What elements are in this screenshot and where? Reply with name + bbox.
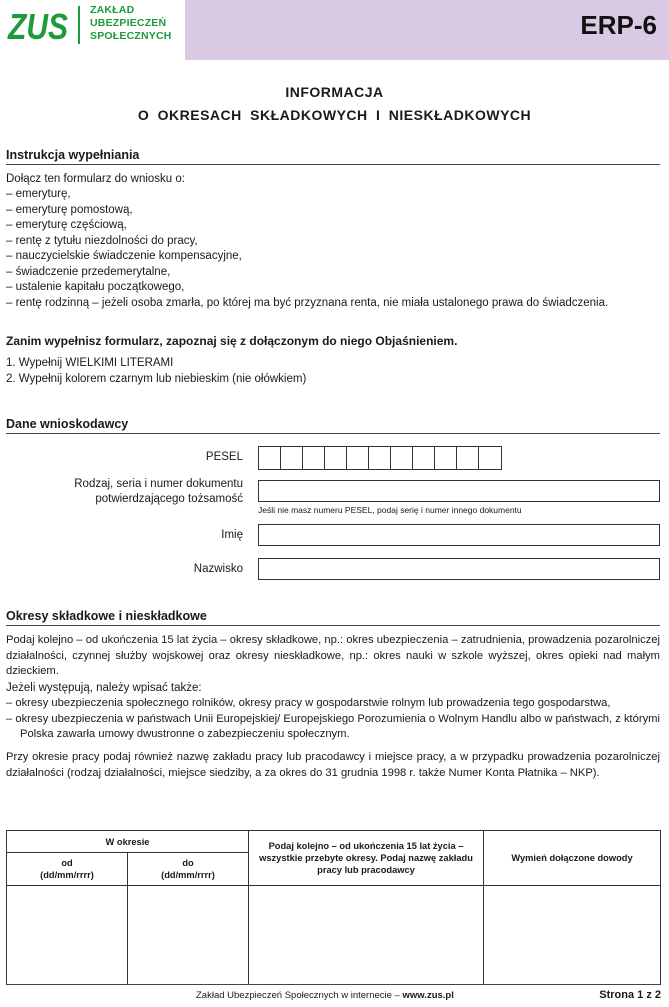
list-item: – świadczenie przedemerytalne, <box>6 265 660 281</box>
to-date-header <box>128 853 249 886</box>
list-item: – emeryturę częściową, <box>6 218 660 234</box>
form-code: ERP-6 <box>580 10 657 40</box>
pesel-digit-cell[interactable] <box>391 447 413 469</box>
list-item: – nauczycielskie świadczenie kompensacyjne, <box>6 249 660 265</box>
form-title-line-2: O OKRESACH SKŁADKOWYCH I NIESKŁADKOWYCH <box>137 107 532 123</box>
instructions-note: Zanim wypełnisz formularz, zapoznaj się z dołączonym do niego Objaśnieniem. <box>6 334 458 348</box>
last-name-label: Nazwisko <box>193 563 243 575</box>
periods-list <box>6 696 660 743</box>
periods-paragraph-1: Podaj kolejno – od ukończenia 15 lat życia – okresy składkowe, np.: okres ubezpieczenia – zatrudnienia, prowadzenia pozarolniczej działalności, czynnej służby wojskowej oraz okresy nieskładkowe, np.: okres nauki w szkole wyższej, okres opieki nad małym dzieckiem. <box>6 634 660 677</box>
pesel-digit-cell[interactable] <box>457 447 479 469</box>
pesel-digit-cell[interactable] <box>281 447 303 469</box>
list-item: – emeryturę pomostową, <box>6 203 660 219</box>
table-row <box>7 886 661 985</box>
zus-logo <box>0 0 185 60</box>
periods-paragraph-2-intro: Jeżeli występują, należy wpisać także: <box>6 682 202 694</box>
org-name-line-2: UBEZPIECZEŃ <box>90 17 167 29</box>
first-name-input[interactable] <box>258 524 660 546</box>
list-item: – ustalenie kapitału początkowego, <box>6 280 660 296</box>
instructions-intro: Dołącz ten formularz do wniosku o: <box>6 173 185 185</box>
org-name <box>90 4 172 43</box>
pesel-digit-cell[interactable] <box>259 447 281 469</box>
pesel-digit-cell[interactable] <box>325 447 347 469</box>
in-period-header: W okresie <box>7 831 249 853</box>
pesel-digit-cell[interactable] <box>369 447 391 469</box>
list-item: – okresy ubezpieczenia społecznego rolników, okresy pracy w gospodarstwie rolnym lub prowadzenia tego gospodarstwa, <box>6 696 660 712</box>
footer-prefix: Zakład Ubezpieczeń Społecznych w internecie – <box>196 990 403 1001</box>
id-document-label-line-1: Rodzaj, seria i numer dokumentu <box>74 478 243 490</box>
id-document-label-line-2: potwierdzającego tożsamość <box>95 493 243 505</box>
from-date-cell[interactable] <box>7 886 128 985</box>
zus-logo-mark <box>8 6 70 46</box>
date-format-label: (dd/mm/rrrr) <box>40 870 94 880</box>
from-date-header <box>7 853 128 886</box>
pesel-digit-cell[interactable] <box>435 447 457 469</box>
header-band <box>185 0 669 60</box>
org-name-line-1: ZAKŁAD <box>90 4 135 16</box>
date-format-label: (dd/mm/rrrr) <box>161 870 215 880</box>
list-item: – rentę z tytułu niezdolności do pracy, <box>6 234 660 250</box>
instructions-list <box>6 187 660 311</box>
last-name-input[interactable] <box>258 558 660 580</box>
pesel-input[interactable] <box>258 446 502 470</box>
pesel-label: PESEL <box>205 451 243 463</box>
periods-paragraph-3: Przy okresie pracy podaj również nazwę zakładu pracy lub pracodawcy i miejsce pracy, a w przypadku prowadzenia pozarolniczej działalności (rodzaj działalności, miejsce siedziby, a za okres do 31 grudnia 1998 r. także Numer Konta Płatnika – NKP). <box>6 751 660 779</box>
org-name-line-3: SPOŁECZNYCH <box>90 30 172 42</box>
first-name-label: Imię <box>221 529 243 541</box>
list-item: – emeryturę, <box>6 187 660 203</box>
table-header-row <box>7 831 661 853</box>
instruction-step-1: 1. Wypełnij WIELKIMI LITERAMI <box>6 357 174 369</box>
period-description-cell[interactable] <box>249 886 484 985</box>
footer-divider <box>6 984 660 985</box>
evidence-cell[interactable] <box>484 886 661 985</box>
to-label: do <box>182 858 194 868</box>
periods-heading: Okresy składkowe i nieskładkowe <box>6 609 660 626</box>
evidence-header: Wymień dołączone dowody <box>484 831 661 886</box>
instructions-heading: Instrukcja wypełniania <box>6 148 660 165</box>
footer-text <box>196 990 454 1001</box>
id-document-input[interactable] <box>258 480 660 502</box>
id-document-label <box>74 477 243 507</box>
form-header <box>0 0 669 60</box>
pesel-digit-cell[interactable] <box>347 447 369 469</box>
instruction-step-2: 2. Wypełnij kolorem czarnym lub niebieskim (nie ołówkiem) <box>6 373 307 385</box>
page-number: Strona 1 z 2 <box>599 989 661 1001</box>
list-item: – rentę rodzinną – jeżeli osoba zmarła, po której ma być przyznana renta, nie miała ustalonego prawa do świadczenia. <box>6 296 660 312</box>
form-title-line-1: INFORMACJA <box>285 84 384 100</box>
id-document-hint: Jeśli nie masz numeru PESEL, podaj serię i numer innego dokumentu <box>258 505 522 515</box>
zus-logo-text: ZUS <box>7 6 68 47</box>
logo-divider <box>78 6 80 44</box>
footer-url[interactable]: www.zus.pl <box>402 990 454 1001</box>
pesel-digit-cell[interactable] <box>479 447 501 469</box>
applicant-heading: Dane wnioskodawcy <box>6 417 660 434</box>
periods-table <box>6 830 661 985</box>
periods-description-header: Podaj kolejno – od ukończenia 15 lat życia – wszystkie przebyte okresy. Podaj nazwę zakładu pracy lub pracodawcy <box>249 831 484 886</box>
from-label: od <box>61 858 73 868</box>
pesel-digit-cell[interactable] <box>303 447 325 469</box>
pesel-digit-cell[interactable] <box>413 447 435 469</box>
list-item: – okresy ubezpieczenia w państwach Unii Europejskiej/ Europejskiego Porozumienia o Wolnym Handlu albo w państwach, z którymi Polska zawarła umowy dwustronne o zabezpieczeniu społecznym. <box>6 712 660 743</box>
to-date-cell[interactable] <box>128 886 249 985</box>
